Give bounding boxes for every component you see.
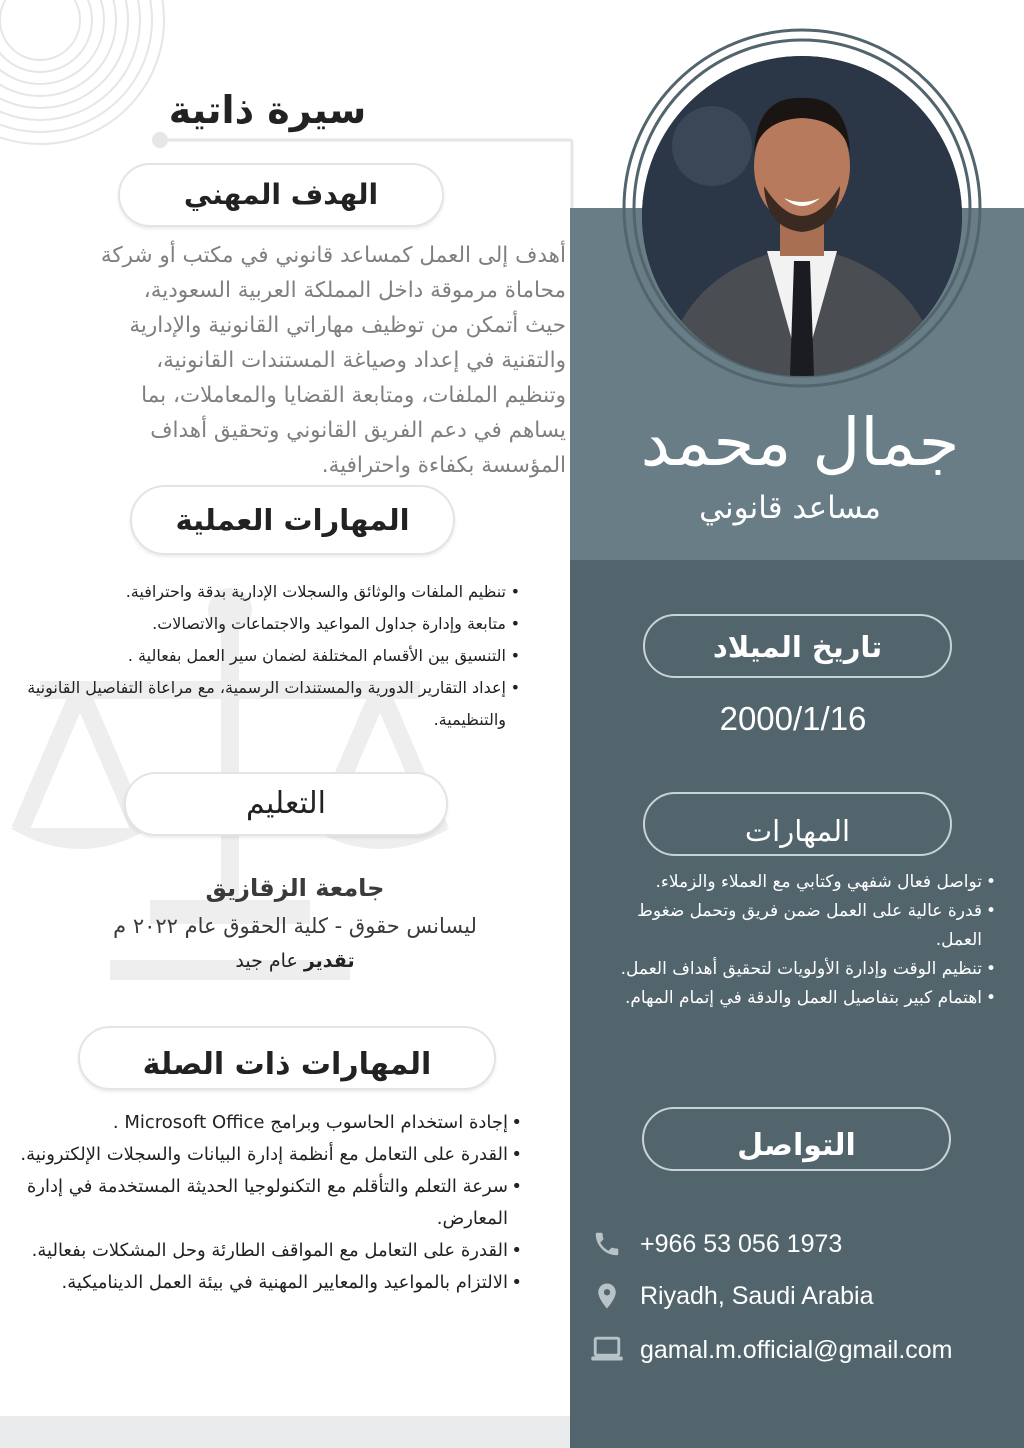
bottom-strip	[0, 1416, 570, 1448]
list-item: • إجادة استخدام الحاسوب وبرامج Microsoft Office .	[10, 1107, 522, 1139]
education-degree: ليسانس حقوق - كلية الحقوق عام ٢٠٢٢ م	[113, 914, 477, 938]
list-item: • تواصل فعال شفهي وكتابي مع العملاء والزملاء.	[620, 868, 996, 897]
contact-heading: التواصل	[737, 1128, 856, 1163]
contact-location-row	[590, 1276, 1010, 1316]
objective-line: أهدف إلى العمل كمساعد قانوني في مكتب أو شركة	[100, 243, 566, 268]
objective-line: يساهم في دعم الفريق القانوني وتحقيق أهداف	[150, 418, 566, 443]
contact-phone[interactable]: +966 53 056 1973	[640, 1229, 843, 1258]
phone-icon	[590, 1227, 624, 1261]
list-item: • تنظيم الوقت وإدارة الأولويات لتحقيق أهداف العمل.	[620, 955, 996, 984]
education-heading-pill	[124, 772, 448, 836]
profile-name: جمال محمد	[640, 404, 960, 481]
contact-phone-row	[590, 1224, 1010, 1264]
birth-date: 2000/1/16	[719, 700, 867, 737]
skills-list	[620, 868, 996, 1013]
laptop-icon	[590, 1333, 624, 1367]
practical-skills-heading-pill	[130, 485, 455, 555]
birth-heading: تاريخ الميلاد	[712, 630, 883, 664]
objective-heading-pill	[118, 163, 444, 227]
person-silhouette-icon	[642, 56, 962, 376]
practical-skills-list	[4, 576, 520, 736]
list-item: • القدرة على التعامل مع المواقف الطارئة وحل المشكلات بفعالية.	[10, 1235, 522, 1267]
profile-photo	[642, 56, 962, 376]
education-university: جامعة الزقازيق	[205, 874, 385, 902]
related-skills-list	[10, 1107, 522, 1299]
list-item: • تنظيم الملفات والوثائق والسجلات الإدارية بدقة واحترافية.	[4, 576, 520, 608]
related-skills-heading-pill	[78, 1026, 496, 1090]
skills-heading-pill	[643, 792, 952, 856]
list-item: • اهتمام كبير بتفاصيل العمل والدقة في إتمام المهام.	[620, 984, 996, 1013]
list-item: • متابعة وإدارة جداول المواعيد والاجتماعات والاتصالات.	[4, 608, 520, 640]
list-item: • التنسيق بين الأقسام المختلفة لضمان سير العمل بفعالية .	[4, 640, 520, 672]
objective-text	[10, 238, 566, 483]
education-grade-value: عام جيد	[235, 950, 298, 972]
education-grade-label: تقدير	[303, 950, 355, 972]
education-heading: التعليم	[246, 786, 326, 821]
list-item: • الالتزام بالمواعيد والمعايير المهنية في بيئة العمل الديناميكية.	[10, 1267, 522, 1299]
list-item: • إعداد التقارير الدورية والمستندات الرسمية، مع مراعاة التفاصيل القانونية والتنظيمية.	[4, 672, 520, 736]
objective-line: المؤسسة بكفاءة واحترافية.	[321, 453, 566, 478]
birth-heading-pill	[643, 614, 952, 678]
page-title: سيرة ذاتية	[168, 88, 367, 132]
location-pin-icon	[590, 1279, 624, 1313]
profile-job-title: مساعد قانوني	[699, 490, 881, 526]
contact-heading-pill	[642, 1107, 951, 1171]
related-skills-heading: المهارات ذات الصلة	[142, 1047, 432, 1082]
skills-heading: المهارات	[744, 814, 851, 848]
objective-heading: الهدف المهني	[183, 178, 379, 211]
objective-line: وتنظيم الملفات، ومتابعة القضايا والمعاملات، بما	[141, 383, 566, 408]
contact-location: Riyadh, Saudi Arabia	[640, 1281, 874, 1310]
list-item: • القدرة على التعامل مع أنظمة إدارة البيانات والسجلات الإلكترونية.	[10, 1139, 522, 1171]
practical-skills-heading: المهارات العملية	[175, 503, 410, 537]
objective-line: محاماة مرموقة داخل المملكة العربية السعودية،	[143, 278, 566, 303]
list-item: • قدرة عالية على العمل ضمن فريق وتحمل ضغوط العمل.	[620, 897, 996, 955]
contact-email[interactable]: gamal.m.official@gmail.com	[640, 1335, 953, 1364]
contact-email-row	[590, 1330, 1010, 1370]
education-grade	[100, 950, 490, 972]
objective-line: والتقنية في إعداد وصياغة المستندات القانونية،	[156, 348, 566, 373]
objective-line: حيث أتمكن من توظيف مهاراتي القانونية والإدارية	[129, 313, 566, 338]
list-item: • سرعة التعلم والتأقلم مع التكنولوجيا الحديثة المستخدمة في إدارة المعارض.	[10, 1171, 522, 1235]
